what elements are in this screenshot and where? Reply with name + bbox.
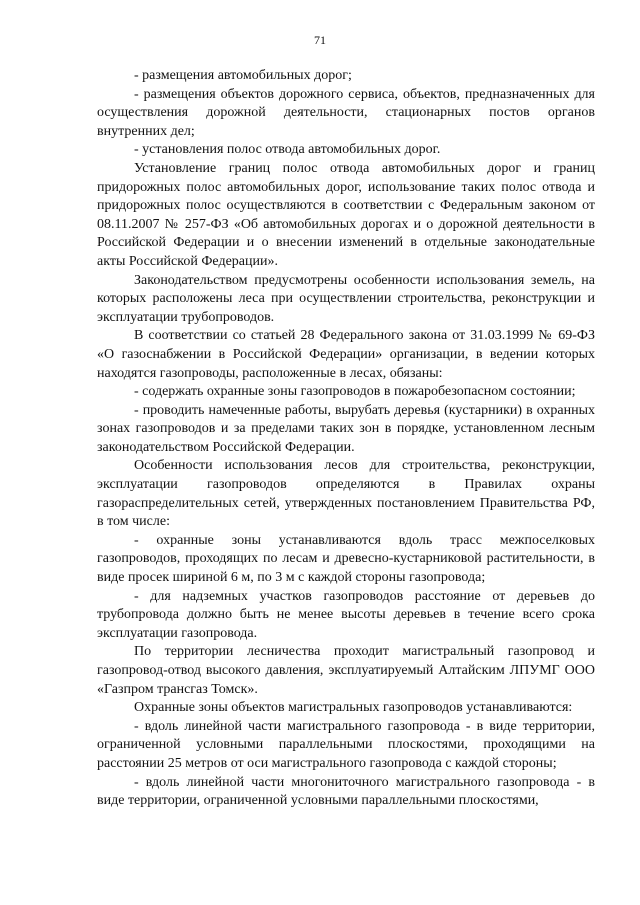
document-body bbox=[97, 67, 595, 811]
paragraph-13: Охранные зоны объектов магистральных газопроводов устанавливаются: bbox=[134, 700, 573, 716]
paragraph-3: - установления полос отвода автомобильных дорог. bbox=[134, 142, 441, 158]
paragraph-10: - охранные зоны устанавливаются вдоль трасс межпоселковых газопроводов, проходящих по лесам и древесно-кустарниковой растительности, в виде просек шириной 6 м, по 3 м с каждой стороны газопровода; bbox=[97, 532, 595, 586]
paragraph-5: Законодательством предусмотрены особенности использования земель, на которых расположены леса при осуществлении строительства, реконструкции и эксплуатации трубопроводов. bbox=[97, 272, 595, 325]
paragraph-1: - размещения автомобильных дорог; bbox=[134, 68, 352, 83]
paragraph-8: - проводить намеченные работы, вырубать деревья (кустарники) в охранных зонах газопроводов и за пределами таких зон в порядке, установленном лесным законодательством Российской Федерации. bbox=[97, 402, 595, 455]
paragraph-2: - размещения объектов дорожного сервиса, объектов, предназначенных для осуществления дорожной деятельности, стационарных постов органов внутренних дел; bbox=[97, 86, 595, 139]
paragraph-12: По территории лесничества проходит магистральный газопровод и газопровод-отвод высокого давления, эксплуатируемый Алтайским ЛПУМГ ООО «Газпром трансгаз Томск». bbox=[97, 644, 595, 697]
paragraph-11: - для надземных участков газопроводов расстояние от деревьев до трубопровода должно быть не менее высоты деревьев в течение всего срока эксплуатации газопровода. bbox=[97, 588, 595, 641]
paragraph-14: - вдоль линейной части магистрального газопровода - в виде территории, ограниченной условными параллельными плоскостями, проходящими на расстоянии 25 метров от оси магистрального газопровода с каждой стороны; bbox=[97, 718, 595, 771]
paragraph-7: - содержать охранные зоны газопроводов в пожаробезопасном состоянии; bbox=[134, 384, 576, 400]
paragraph-4: Установление границ полос отвода автомобильных дорог и границ придорожных полос автомобильных дорог, использование таких полос отвода и придорожных полос осуществляются в соответствии с Федеральным законом от 08.11.2007 № 257-ФЗ «Об автомобильных дорогах и о дорожной деятельности в Российской Федерации и о внесении изменений в отдельные законодательные акты Российской Федерации». bbox=[97, 160, 595, 269]
page-number: 71 bbox=[314, 33, 326, 47]
paragraph-9: Особенности использования лесов для строительства, реконструкции, эксплуатации газопроводов определяются в Правилах охраны газораспределительных сетей, утвержденных постановлением Правительства РФ, в том числе: bbox=[97, 458, 595, 530]
paragraph-15: - вдоль линейной части многониточного магистрального газопровода - в виде территории, ограниченной условными параллельными плоскостями, bbox=[97, 774, 595, 809]
paragraph-6: В соответствии со статьей 28 Федерального закона от 31.03.1999 № 69-ФЗ «О газоснабжении в Российской Федерации» организации, в ведении которых находятся газопроводы, расположенные в лесах, обязаны: bbox=[97, 328, 595, 381]
